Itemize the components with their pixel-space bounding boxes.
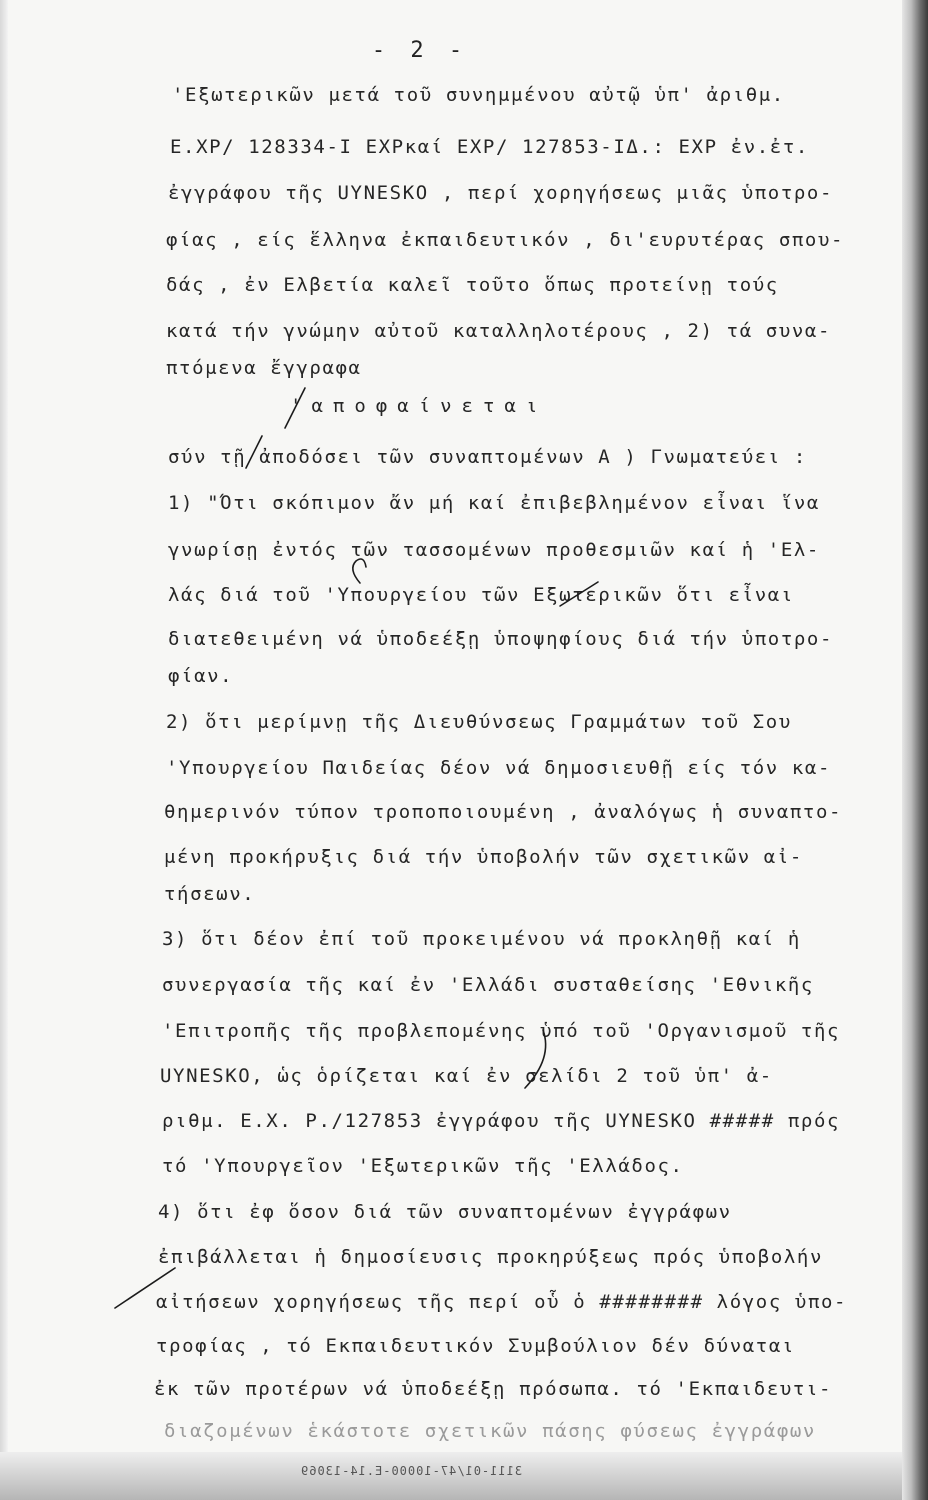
text-line: 'Εξωτερικῶν μετά τοῦ συνημμένου αὐτῷ ὑπ' ἀριθμ. [172,84,785,106]
text-line: ἐγγράφου τῆς UYNESKO , περί χορηγήσεως μιᾶς ὑποτρο- [168,182,833,204]
text-line: 'Υπουργείου Παιδείας δέον νά δημοσιευθῇ είς τόν κα- [166,757,831,779]
text-line: μένη προκήρυξις διά τήν ὑποβολήν τῶν σχετικῶν αἰ- [164,846,803,868]
text-line: ριθμ. Ε.Χ. Ρ./127853 ἐγγράφου τῆς UYNESKO ##### πρός [162,1110,841,1132]
text-line: 1) "Ότι σκόπιμον ἄν μή καί ἐπιβεβλημένον εἶναι ἵνα [168,492,820,514]
text-line: 'Επιτροπῆς τῆς προβλεπομένης ὑπό τοῦ 'Οργανισμοῦ τῆς [162,1020,841,1042]
text-line: κατά τήν γνώμην αὐτοῦ καταλληλοτέρους , 2) τά συνα- [166,320,831,342]
text-line: αἰτήσεων χορηγήσεως τῆς περί οὗ ὁ ######## λόγος ὑπο- [156,1291,848,1313]
footer-imprint: 3111-01/47-10000-Ε.14-13069 [300,1464,523,1478]
text-line: δάς , ἐν Ελβετία καλεῖ τοῦτο ὅπως προτείνῃ τούς [166,274,779,296]
text-line: 3) ὅτι δέον ἐπί τοῦ προκειμένου νά προκληθῇ καί ἡ [162,928,801,950]
text-line: τήσεων. [164,883,256,905]
text-line: πτόμενα ἔγγραφα [166,357,362,379]
text-line: τροφίας , τό Εκπαιδευτικόν Συμβούλιον δέν δύναται [156,1335,795,1357]
text-line: Ε.ΧΡ/ 128334-Ι ΕΧΡκαί ΕΧΡ/ 127853-ΙΔ.: ΕΧΡ ἐν.ἐτ. [170,136,809,158]
text-line: τό 'Υπουργεῖον 'Εξωτερικῶν τῆς 'Ελλάδος. [162,1155,684,1177]
text-line: 4) ὅτι ἐφ ὅσον διά τῶν συναπτομένων ἐγγράφων [158,1201,732,1223]
text-line: γνωρίσῃ ἐντός τῶν τασσομένων προθεσμιῶν καί ἡ 'Ελ- [168,539,820,561]
text-line: συνεργασία τῆς καί ἐν 'Ελλάδι συσταθείσης 'Εθνικῆς [162,974,814,996]
text-line: UYNESKO, ὡς ὁρίζεται καί ἐν σελίδι 2 τοῦ ὑπ' ἀ- [160,1065,773,1087]
text-line: ἐπιβάλλεται ἡ δημοσίευσις προκηρύξεως πρός ὑποβολήν [158,1246,823,1268]
text-line: λάς διά τοῦ 'Υπουργείου τῶν Εξωτερικῶν ὅτι εἶναι [168,584,794,606]
page-number: - 2 - [371,38,469,63]
left-page-edge [0,0,8,1500]
text-line: σύν τῇ ἀποδόσει τῶν συναπτομένων Α ) Γνωματεύει : [168,446,807,468]
text-line-faded: διαζομένων ἑκάστοτε σχετικῶν πάσης φύσεως ἐγγράφων [164,1420,816,1442]
text-line: φίαν. [168,665,234,687]
text-line: φίας , είς ἕλληνα ἐκπαιδευτικόν , δι'ευρυτέρας σπου- [166,229,845,251]
right-page-edge [902,0,928,1500]
text-line: διατεθειμένη νά ὑποδεέξῃ ὑποψηφίους διά τήν ὑποτρο- [168,628,833,650]
pen-stroke [353,559,366,583]
text-line: θημερινόν τύπον τροποποιουμένη , ἀναλόγως ἡ συναπτο- [164,801,843,823]
text-line: ἐκ τῶν προτέρων νά ὑποδεέξῃ πρόσωπα. τό 'Εκπαιδευτι- [154,1378,833,1400]
text-line: 2) ὅτι μερίμνῃ τῆς Διευθύνσεως Γραμμάτων τοῦ Σου [166,711,792,733]
section-heading: 'αποφαίνεται [290,395,548,417]
